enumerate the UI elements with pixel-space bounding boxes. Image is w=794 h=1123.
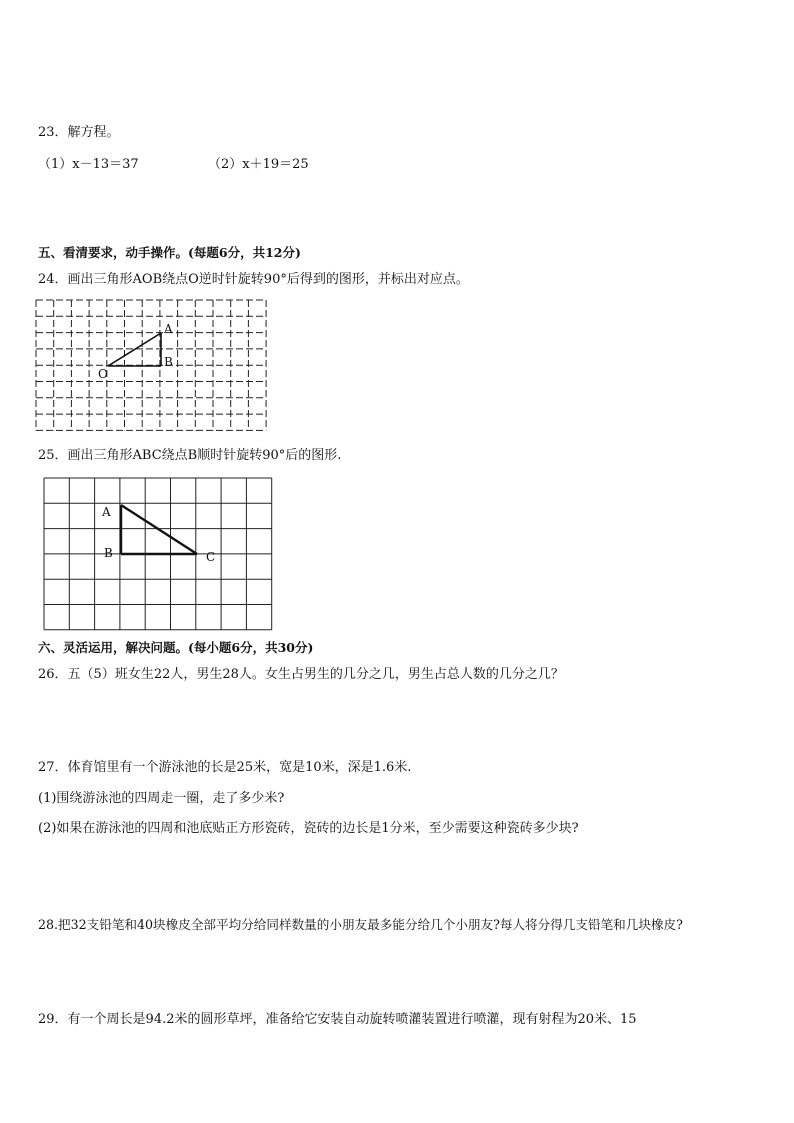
segment-oa xyxy=(108,333,161,366)
q24-dashed-grid-figure xyxy=(36,300,270,432)
triangle-abc xyxy=(121,505,197,554)
label-a: A xyxy=(102,505,111,519)
q26-text: 26．五（5）班女生22人，男生28人。女生占男生的几分之几，男生占总人数的几分之几？ xyxy=(38,667,564,682)
section-6-heading: 六、灵活运用，解决问题。(每小题6分，共30分) xyxy=(38,640,314,655)
q25-grid-figure xyxy=(44,478,274,633)
q23-equation-1: （1）x－13＝37 xyxy=(38,157,139,172)
label-c: C xyxy=(206,550,216,564)
label-b: B xyxy=(104,546,113,560)
q23-equation-2: （2）x＋19＝25 xyxy=(208,157,309,172)
section-5-heading: 五、看清要求，动手操作。(每题6分，共12分) xyxy=(38,245,301,260)
q29-text: 29．有一个周长是94.2米的圆形草坪，准备给它安装自动旋转喷灌装置进行喷灌，现有射程为20米、15 xyxy=(38,1012,637,1027)
q25-text: 25．画出三角形ABC绕点B顺时针旋转90°后的图形. xyxy=(38,448,342,463)
q24-text: 24．画出三角形AOB绕点O逆时针旋转90°后得到的图形，并标出对应点。 xyxy=(38,272,469,287)
q28-text: 28.把32支铅笔和40块橡皮全部平均分给同样数量的小朋友最多能分给几个小朋友?每人将分得几支铅笔和几块橡皮? xyxy=(38,917,683,932)
label-a: A xyxy=(164,322,173,336)
label-o: O xyxy=(98,367,108,381)
triangle-aob xyxy=(108,333,161,366)
label-b: B xyxy=(164,355,173,369)
segment-ac xyxy=(121,505,197,554)
q27-sub-question-2: (2)如果在游泳池的四周和池底贴正方形瓷砖，瓷砖的边长是1分米，至少需要这种瓷砖多少块? xyxy=(38,821,579,836)
q27-text: 27．体育馆里有一个游泳池的长是25米，宽是10米，深是1.6米. xyxy=(38,760,412,775)
q23-title: 23．解方程。 xyxy=(38,125,120,140)
q27-sub-question-1: (1)围绕游泳池的四周走一圈，走了多少米? xyxy=(38,791,285,806)
